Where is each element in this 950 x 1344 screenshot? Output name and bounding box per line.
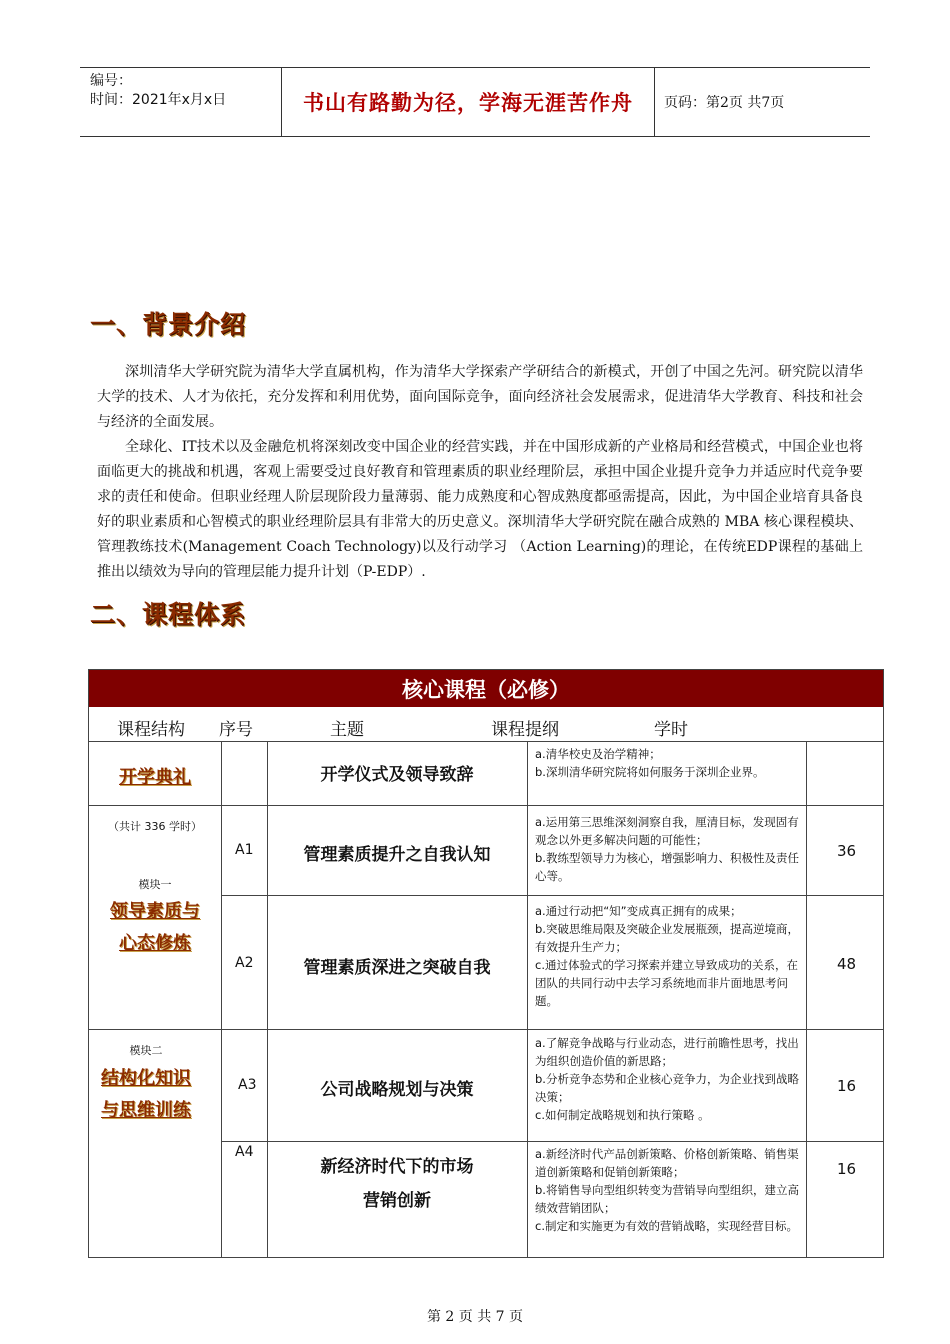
page-header bbox=[80, 67, 870, 137]
module2-label: 模块二 bbox=[129, 1044, 163, 1057]
outline-item: b.分析竞争态势和企业核心竞争力，为企业找到战略决策； bbox=[535, 1072, 799, 1104]
table-banner: 核心课程（必修） bbox=[89, 670, 883, 707]
outline-item: b.将销售导向型组织转变为营销导向型组织，建立高绩效营销团队； bbox=[535, 1183, 799, 1215]
course-topic-a4-line2: 营销创新 bbox=[363, 1191, 431, 1211]
outline-item: b.教练型领导力为核心，增强影响力、积极性及责任心等。 bbox=[535, 851, 799, 883]
table-column-headers bbox=[89, 707, 883, 741]
header-structure: 课程结构 bbox=[117, 720, 185, 740]
opening-outline bbox=[535, 745, 801, 781]
opening-topic: 开学仪式及领导致辞 bbox=[320, 765, 474, 785]
course-outline-a4 bbox=[535, 1145, 801, 1235]
outline-item: b.突破思维局限及突破企业发展瓶颈，提高逆境商，有效提升生产力； bbox=[535, 922, 799, 954]
course-code-a4: A4 bbox=[235, 1144, 254, 1160]
header-meta bbox=[80, 68, 282, 136]
outline-item: a.通过行动把“知”变成真正拥有的成果； bbox=[535, 904, 742, 918]
grid-line bbox=[221, 741, 222, 1257]
module1-title-line1: 领导素质与 bbox=[110, 901, 200, 922]
grid-line bbox=[89, 1029, 883, 1030]
course-topic-a2: 管理素质深进之突破自我 bbox=[303, 958, 491, 978]
module1-title-line2: 心态修炼 bbox=[119, 933, 191, 954]
time-label: 时间：2021年x月x日 bbox=[90, 92, 227, 108]
intro-paragraph-1: 深圳清华大学研究院为清华大学直属机构，作为清华大学探索产学研结合的新模式，开创了中国之先河。研究院以清华大学的技术、人才为依托，充分发挥和利用优势，面向国际竞争，面向经济社会发展需求，促进清华大学教育、科技和社会与经济的全面发展。 bbox=[97, 364, 863, 430]
course-table bbox=[88, 669, 884, 1258]
course-topic-a1: 管理素质提升之自我认知 bbox=[303, 845, 491, 865]
course-topic-a4-line1: 新经济时代下的市场 bbox=[320, 1157, 474, 1177]
header-hours: 学时 bbox=[654, 720, 688, 740]
page-footer: 第 2 页 共 7 页 bbox=[426, 1309, 524, 1325]
outline-item: b.深圳清华研究院将如何服务于深圳企业界。 bbox=[535, 765, 765, 779]
course-outline-a2 bbox=[535, 902, 801, 1010]
header-outline: 课程提纲 bbox=[491, 720, 559, 740]
course-outline-a1 bbox=[535, 813, 801, 885]
grid-line bbox=[221, 1141, 883, 1142]
header-page-info: 页码：第2页 共7页 bbox=[664, 95, 785, 111]
course-outline-a3 bbox=[535, 1034, 801, 1124]
course-hours-a3: 16 bbox=[837, 1077, 857, 1095]
course-hours-a2: 48 bbox=[837, 955, 857, 973]
course-code-a3: A3 bbox=[238, 1077, 257, 1093]
course-hours-a1: 36 bbox=[837, 842, 857, 860]
header-motto: 书山有路勤为径，学海无涯苦作舟 bbox=[282, 68, 655, 136]
header-number: 序号 bbox=[219, 720, 253, 740]
outline-item: c.通过体验式的学习探索并建立导致成功的关系，在团队的共同行动中去学习系统地而非片面地思考问题。 bbox=[535, 958, 798, 1008]
grid-line bbox=[89, 805, 883, 806]
intro-paragraph-2: 全球化、IT技术以及金融危机将深刻改变中国企业的经营实践，并在中国形成新的产业格局和经营模式，中国企业也将面临更大的挑战和机遇，客观上需要受过良好教育和管理素质的职业经理阶层，承担中国企业提升竞争力并适应时代竞争要求的责任和使命。但职业经理人阶层现阶段力量薄弱、能力成熟度和心智成熟度都亟需提高，因此，为中国企业培育具备良好的职业素质和心智模式的职业经理阶层具有非常大的历史意义。深圳清华大学研究院在融合成熟的 MBA 核心课程模块、管理教练技术(Management Coach Technology)以及行动学习 （Action Learning)的理论，在传统EDP课程的基础上推出以绩效为导向的管理层能力提升计划（P-EDP）. bbox=[97, 439, 863, 580]
grid-line bbox=[221, 895, 883, 896]
grid-line bbox=[89, 741, 883, 742]
outline-item: c.如何制定战略规划和执行策略 。 bbox=[535, 1108, 710, 1122]
outline-item: a.清华校史及治学精神； bbox=[535, 747, 661, 761]
outline-item: a.运用第三思维深刻洞察自我，厘清目标，发现固有观念以外更多解决问题的可能性； bbox=[535, 815, 799, 847]
number-label: 编号： bbox=[90, 73, 132, 89]
module1-label: 模块一 bbox=[138, 878, 172, 891]
outline-item: c.制定和实施更为有效的营销战略，实现经营目标。 bbox=[535, 1219, 798, 1233]
course-hours-a4: 16 bbox=[837, 1160, 857, 1178]
header-topic: 主题 bbox=[330, 720, 364, 740]
section-title-background: 一、背景介绍 bbox=[90, 310, 247, 339]
module2-title-line2: 与思维训练 bbox=[101, 1100, 191, 1121]
module1-total: （共计 336 学时） bbox=[108, 820, 202, 833]
outline-item: a.了解竞争战略与行业动态，进行前瞻性思考，找出为组织创造价值的新思路； bbox=[535, 1036, 799, 1068]
course-code-a1: A1 bbox=[235, 842, 254, 858]
course-topic-a3: 公司战略规划与决策 bbox=[320, 1080, 474, 1100]
grid-line bbox=[527, 741, 528, 1257]
module2-title-line1: 结构化知识 bbox=[101, 1068, 191, 1089]
intro-text bbox=[97, 360, 863, 585]
section-title-curriculum: 二、课程体系 bbox=[90, 600, 247, 629]
grid-line bbox=[806, 741, 807, 1257]
course-code-a2: A2 bbox=[235, 955, 254, 971]
outline-item: a.新经济时代产品创新策略、价格创新策略、销售渠道创新策略和促销创新策略； bbox=[535, 1147, 799, 1179]
opening-title: 开学典礼 bbox=[119, 767, 191, 788]
